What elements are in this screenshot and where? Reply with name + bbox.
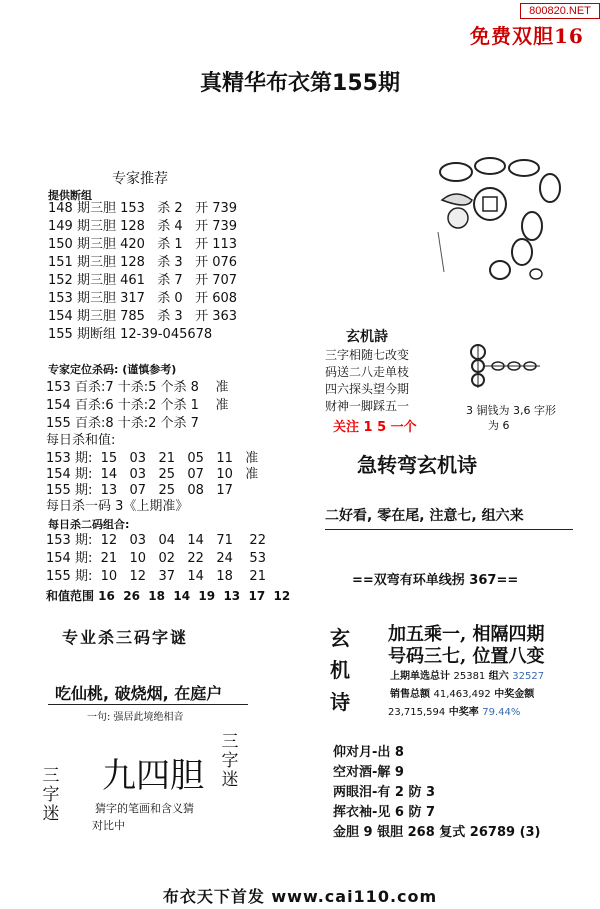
stat-label: 销售总额: [390, 689, 430, 700]
stat-label: 组六: [488, 671, 509, 682]
answer-line: 金胆 9 银胆 268 复式 26789 (3): [333, 825, 541, 840]
poem-vert-char: 玄: [330, 626, 350, 650]
daily-two-row: 155 期: 10 12 37 14 18 21: [46, 569, 266, 584]
free-double-label: 免费双胆16: [470, 24, 584, 48]
kill-three-heading: 专业杀三码字谜: [62, 628, 189, 647]
xuanji-line: 三字相随七改变: [325, 348, 410, 362]
poem-vertical-title: [328, 622, 352, 718]
riddle-char: 字: [42, 785, 60, 805]
expert-heading: 专家推荐: [112, 171, 168, 187]
abacus-note-line: 3 铜钱为 3,6 字形: [466, 404, 556, 417]
expert-row: 151 期三胆 128 杀 3 开 076: [48, 255, 238, 270]
riddle-char: 三: [221, 732, 239, 752]
contrast-note: 对比中: [92, 819, 125, 832]
riddle-char: 字: [221, 751, 239, 771]
riddle-vertical-right: [219, 733, 241, 790]
abacus-note-line: 为 6: [488, 419, 510, 432]
one-sentence: 一句: 强居此境绝相音: [87, 712, 184, 723]
daily-sum-heading: 每日杀和值:: [46, 433, 116, 448]
expert-row: 150 期三胆 420 杀 1 开 113: [48, 237, 238, 252]
nine-four-gall: 九四胆: [102, 756, 204, 796]
stat-row: [390, 685, 534, 700]
page-title: 真精华布衣第155期: [200, 71, 400, 96]
stat-row: [390, 667, 544, 682]
site-badge: 800820.NET: [520, 3, 600, 19]
sum-range: 和值范围 16 26 18 14 19 13 17 12: [46, 589, 291, 603]
expert-row: 154 期三胆 785 杀 3 开 363: [48, 309, 238, 324]
stat-value: 25381: [453, 671, 486, 682]
stat-label: 中奖率: [448, 707, 479, 718]
double-curve-line: ==双弯有环单线拐 367==: [352, 573, 519, 588]
expert-row: 149 期三胆 128 杀 4 开 739: [48, 219, 238, 234]
poem-vert-char: 机: [330, 658, 350, 682]
xuanji-line: 财神一脚踩五一: [325, 399, 410, 413]
riddle-char: 三: [42, 766, 60, 786]
stat-value: 32527: [512, 671, 545, 682]
divider: [48, 704, 248, 705]
turn-poem-heading: 急转弯玄机诗: [357, 453, 477, 477]
expert-row: 153 期三胆 317 杀 0 开 608: [48, 291, 238, 306]
stat-value: 79.44%: [482, 707, 521, 718]
abacus-note: [466, 403, 556, 433]
daily-sum-row: 155 期: 13 07 25 08 17: [46, 483, 233, 498]
position-heading: 专家定位杀码: (谨慎参考): [48, 363, 177, 376]
daily-kill-one: 每日杀一码 3《上期准》: [46, 499, 189, 514]
answer-line: 仰对月-出 8: [333, 745, 404, 760]
position-row: 154 百杀:6 十杀:2 个杀 1 准: [46, 398, 229, 413]
expert-row: 152 期三胆 461 杀 7 开 707: [48, 273, 238, 288]
coins-ingot-illustration: [428, 152, 568, 287]
answer-line: 空对酒-解 9: [333, 765, 404, 780]
position-row: 155 百杀:8 十杀:2 个杀 7: [46, 416, 199, 431]
xuanji-line: 四六探头望今期: [325, 382, 410, 396]
xuanji-follow: 关注 1 5 一个: [333, 420, 417, 435]
xuanji-line: 码送二八走单枝: [325, 365, 410, 379]
answer-line: 挥衣袖-见 6 防 7: [333, 805, 436, 820]
stat-label: 上期单选总计: [390, 671, 450, 682]
expert-row: 155 期断组 12-39-045678: [48, 327, 213, 342]
riddle-char: 迷: [221, 770, 239, 790]
daily-sum-row: 153 期: 15 03 21 05 11 准: [46, 451, 259, 466]
riddle-char: 迷: [42, 804, 60, 824]
stat-label: 中奖金额: [494, 689, 535, 700]
stat-value: 23,715,594: [388, 707, 446, 718]
answer-line: 两眼泪-有 2 防 3: [333, 785, 436, 800]
poem-line: 加五乘一, 相隔四期: [388, 624, 545, 645]
expert-row: 148 期三胆 153 杀 2 开 739: [48, 201, 238, 216]
daily-two-row: 153 期: 12 03 04 14 71 22: [46, 533, 266, 548]
peach-riddle: 吃仙桃, 破烧烟, 在庭户: [55, 684, 223, 703]
daily-two-row: 154 期: 21 10 02 22 24 53: [46, 551, 266, 566]
riddle-vertical-left: [40, 767, 62, 824]
footer: 布衣天下首发 www.cai110.com: [162, 887, 438, 906]
stat-row: [388, 703, 520, 718]
guess-rule: 猜字的笔画和含义猜: [95, 802, 194, 815]
stat-value: 41,463,492: [433, 689, 491, 700]
daily-sum-row: 154 期: 14 03 25 07 10 准: [46, 467, 259, 482]
coin-string-illustration: [462, 340, 542, 390]
poem-line: 号码三七, 位置八变: [388, 646, 545, 667]
expert-sub-label: 提供断组: [48, 189, 92, 202]
xuanji-title: 玄机詩: [346, 329, 388, 345]
position-row: 153 百杀:7 十杀:5 个杀 8 准: [46, 380, 229, 395]
hint-line: 二好看, 零在尾, 注意七, 组六来: [325, 505, 573, 530]
daily-two-heading: 每日杀二码组合:: [48, 518, 130, 531]
poem-vert-char: 诗: [330, 690, 350, 714]
